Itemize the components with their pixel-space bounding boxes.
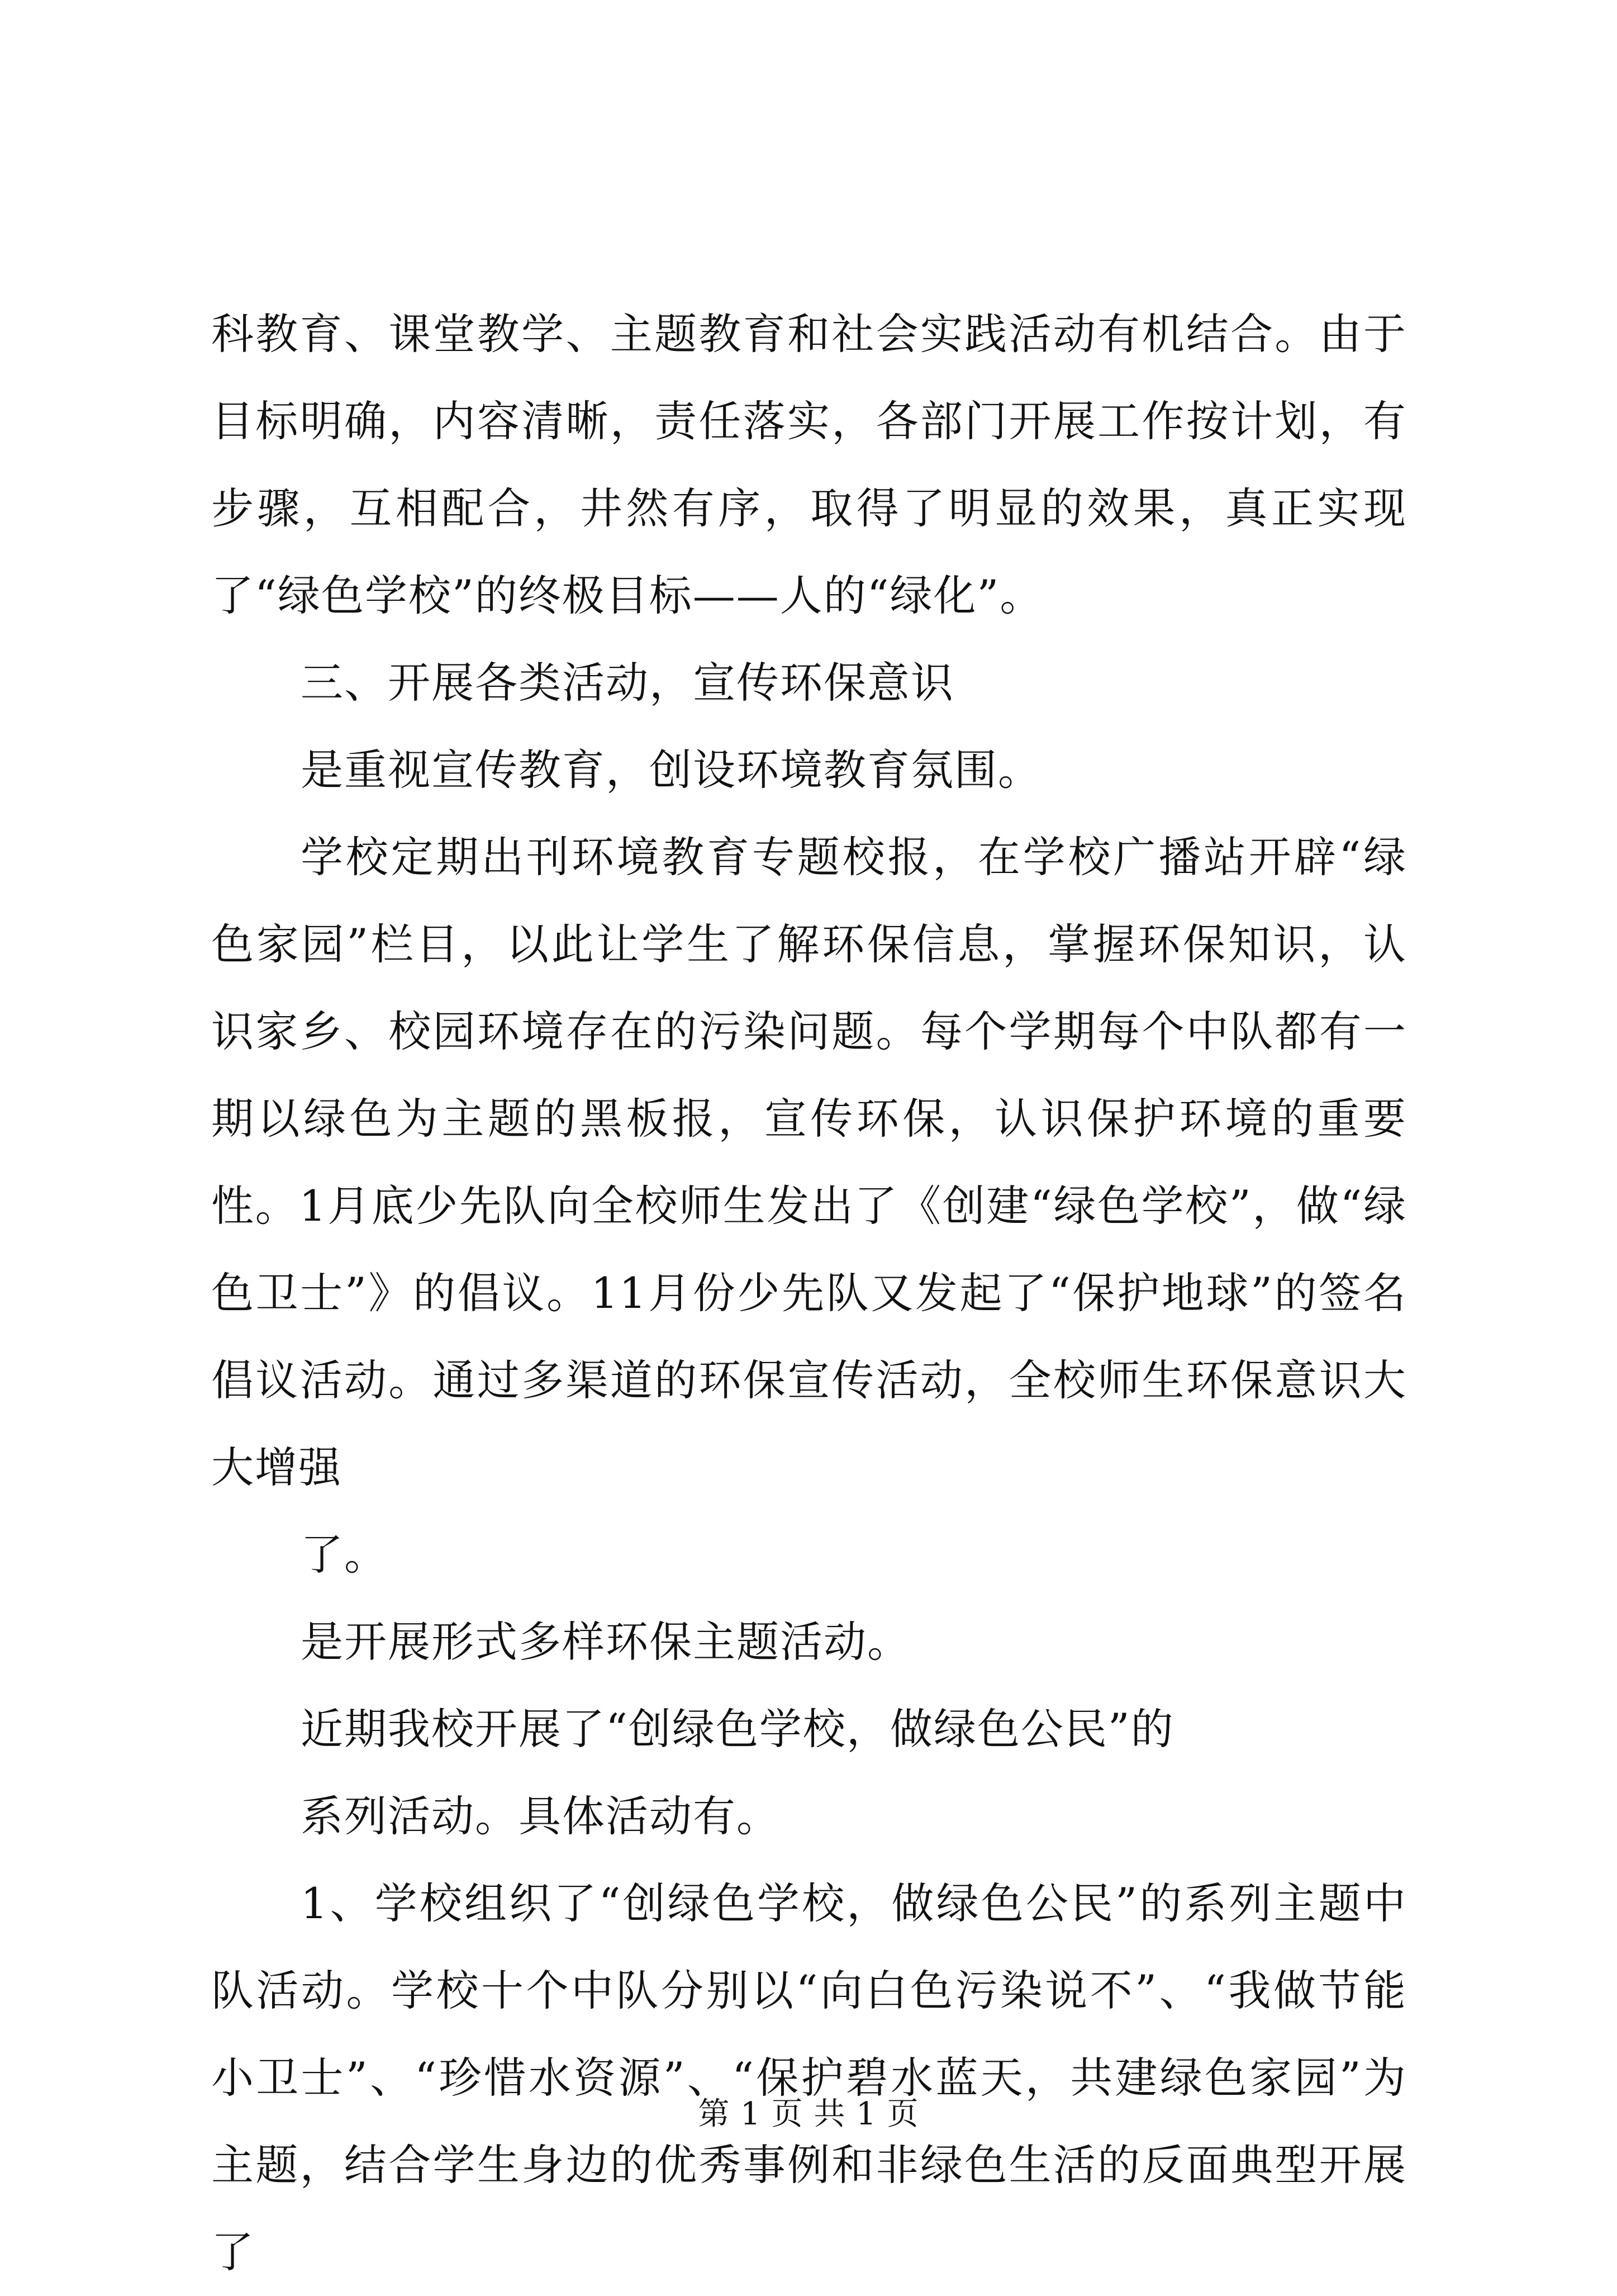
- paragraph-4: 了。: [301, 1530, 388, 1579]
- document-body: [211, 291, 1407, 2296]
- paragraph-1: 科教育、课堂教学、主题教育和社会实践活动有机结合。由于目标明确，内容清晰，责任落实，各部门开展工作按计划，有步骤，互相配合，井然有序，取得了明显的效果，真正实现了“绿色学校”的终极目标——人的“绿化”。: [211, 309, 1407, 620]
- paragraph-6: 近期我校开展了“创绿色学校，做绿色公民”的: [301, 1704, 1174, 1754]
- section-heading-3: 三、开展各类活动，宣传环保意识: [301, 658, 954, 708]
- page-footer: 第 1 页 共 1 页: [698, 2096, 919, 2132]
- paragraph-5: 是开展形式多样环保主题活动。: [301, 1617, 911, 1667]
- paragraph-7: 系列活动。具体活动有。: [301, 1791, 780, 1841]
- paragraph-8: 1、学校组织了“创绿色学校，做绿色公民”的系列主题中队活动。学校十个中队分别以“向白色污染说不”、“我做节能小卫士”、“珍惜水资源”、“保护碧水蓝天，共建绿色家园”为主题，结合学生身边的优秀事例和非绿色生活的反面典型开展了: [211, 1878, 1407, 2277]
- paragraph-2: 是重视宣传教育，创设环境教育氛围。: [301, 745, 1041, 795]
- paragraph-3: 学校定期出刊环境教育专题校报，在学校广播站开辟“绿色家园”栏目，以此让学生了解环保信息，掌握环保知识，认识家乡、校园环境存在的污染问题。每个学期每个中队都有一期以绿色为主题的黑板报，宣传环保，认识保护环境的重要性。1月底少先队向全校师生发出了《创建“绿色学校”，做“绿色卫士”》的倡议。11月份少先队又发起了“保护地球”的签名倡议活动。通过多渠道的环保宣传活动，全校师生环保意识大大增强: [211, 832, 1407, 1492]
